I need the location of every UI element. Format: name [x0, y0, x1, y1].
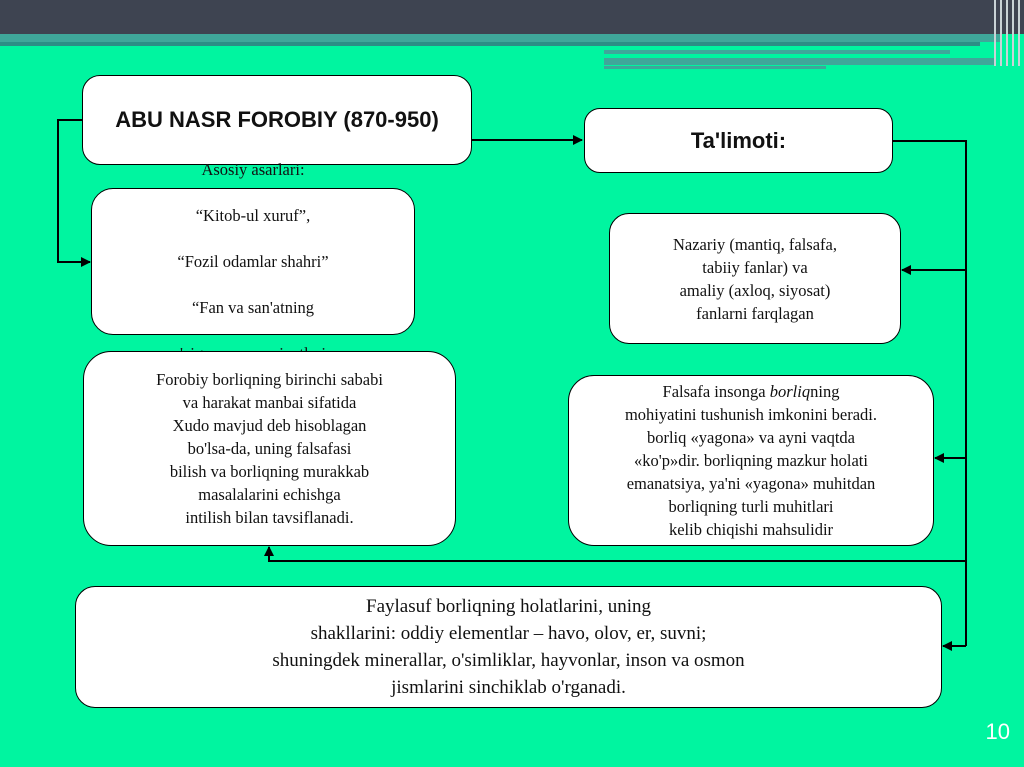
- bottom-text: Faylasuf borliqning holatlarini, uning shakllarini: oddiy elementlar – havo, olov, er, suvni; shuningdek minerallar, o'simliklar, hayvonlar, inson va osmon jismlarini sinchiklab o'rganadi.: [272, 596, 745, 698]
- being-cause-box: [83, 351, 456, 546]
- philosophy-box: [568, 375, 934, 546]
- philosophy-emphasis: borliq: [769, 382, 811, 401]
- philosophy-text-rest: ning mohiyatini tushunish imkonini beradi. borliq «yagona» va ayni vaqtda «ko'p»dir. borliqning mazkur holati emanatsiya, ya'ni «yagona» muhitdan borliqning turli muhitlari kelib chiqishi mahsulidir: [624, 382, 878, 539]
- works-box: [91, 160, 415, 335]
- title-text: ABU NASR FOROBIY (870-950): [115, 107, 439, 132]
- philosophy-text-start: Falsafa insonga: [662, 382, 770, 401]
- works-line: “Fozil odamlar shahri”: [177, 252, 329, 271]
- works-line: “Fan va san'atning: [191, 298, 315, 317]
- philosophy-text: [625, 380, 877, 541]
- works-line: Asosiy asarlari:: [201, 160, 305, 179]
- teaching-box: [584, 108, 893, 173]
- bottom-box: [75, 586, 942, 708]
- being-cause-text: Forobiy borliqning birinchi sababi va harakat manbai sifatida Xudo mavjud deb hisoblagan bo'lsa-da, uning falsafasi bilish va borliqning murakkab masalalarini echishga intilish bilan tavsiflanadi.: [156, 370, 383, 527]
- page-number: 10: [985, 719, 1010, 744]
- sciences-box: [609, 213, 901, 344]
- sciences-text: Nazariy (mantiq, falsafa, tabiiy fanlar) va amaliy (axloq, siyosat) fanlarni farqlagan: [672, 234, 837, 323]
- teaching-text: Ta'limoti:: [690, 127, 787, 153]
- works-line: “Kitob-ul xuruf”,: [195, 206, 311, 225]
